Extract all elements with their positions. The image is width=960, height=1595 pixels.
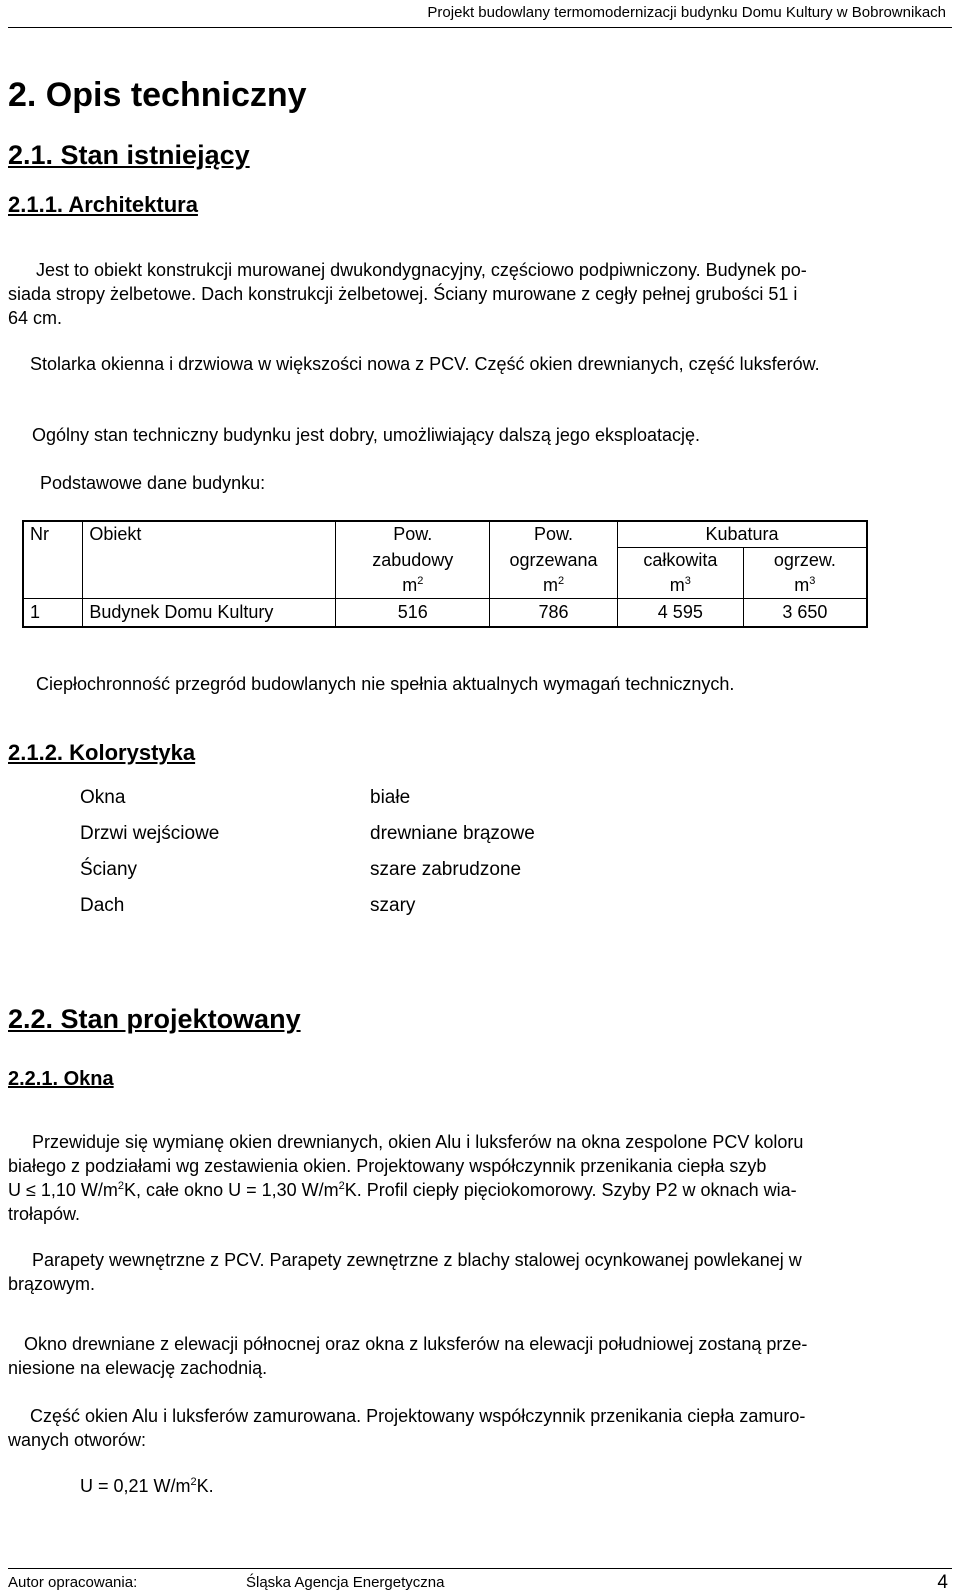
footer-author-label: Autor opracowania: (8, 1574, 138, 1591)
color-element: Drzwi wejściowe (80, 823, 220, 844)
color-element: Ściany (80, 859, 138, 880)
subsection-title-colors: 2.1.2. Kolorystyka (8, 740, 196, 765)
color-row (80, 888, 535, 924)
color-value: drewniane brązowe (370, 823, 535, 844)
subsection-title-windows: 2.2.1. Okna (8, 1068, 114, 1090)
color-value: szary (370, 895, 416, 916)
color-element: Okna (80, 787, 126, 808)
color-row (80, 780, 535, 816)
running-header: Projekt budowlany termomodernizacji budynku Domu Kultury w Bobrownikach (427, 4, 946, 21)
paragraph-line: Okno drewniane z elewacji północnej oraz okna z luksferów na elewacji południowej zostaną prze- (24, 1334, 808, 1354)
header-pow-zabudowy: Pow. (336, 521, 490, 548)
windows-paragraph-1 (8, 1130, 956, 1226)
header-zabudowy: zabudowy (336, 548, 490, 574)
table-header-row (23, 548, 867, 574)
footer-organization: Śląska Agencja Energetyczna (246, 1574, 445, 1591)
paragraph-line: trołapów. (8, 1204, 81, 1224)
paragraph-line: Przewiduje się wymianę okien drewnianych, okien Alu i luksferów na okna zespolone PCV koloru (32, 1132, 804, 1152)
paragraph-line: Parapety wewnętrzne z PCV. Parapety zewnętrzne z blachy stalowej ocynkowanej powlekanej w (32, 1250, 802, 1270)
color-value: szare zabrudzone (370, 859, 522, 880)
paragraph-line: Część okien Alu i luksferów zamurowana. Projektowany współczynnik przenikania ciepła zamuro- (30, 1406, 806, 1426)
table-row (23, 599, 867, 628)
header-ogrzew: ogrzew. (773, 550, 836, 570)
unit-m3: $m^3$ (743, 573, 867, 599)
header-calkowita: całkowita (617, 548, 743, 574)
cell-obiekt: Budynek Domu Kultury (83, 599, 336, 628)
paragraph-line: wanych otworów: (8, 1430, 147, 1450)
unit-m3: $m^3$ (617, 573, 743, 599)
windows-paragraph-2 (8, 1248, 956, 1296)
color-value: białe (370, 787, 411, 808)
windows-paragraph-4 (8, 1404, 956, 1452)
paragraph-line: 64 cm. (8, 308, 63, 328)
header-pow-ogrzewana: Pow. (490, 521, 618, 548)
header-obiekt: Obiekt (83, 521, 336, 548)
cell-pow-zabudowy: 516 (336, 599, 490, 628)
paragraph-line: niesione na elewację zachodnią. (8, 1358, 268, 1378)
header-nr: Nr (23, 521, 83, 548)
paragraph-line: brązowym. (8, 1274, 96, 1294)
subsection-title-designed: 2.2. Stan projektowany (8, 1004, 301, 1034)
paragraph-line: U ≤ 1,10 $W/m^2K$, całe okno U = 1,30 $W/m^2K$. Profil ciepły pięciokomorowy. Szyby P2 w oknach wia- (8, 1180, 797, 1200)
color-row (80, 816, 535, 852)
table-header-row (23, 521, 867, 548)
paragraph-line: Jest to obiekt konstrukcji murowanej dwukondygnacyjny, częściowo podpiwniczony. Budynek po- (36, 260, 807, 280)
windows-paragraph-3 (8, 1332, 956, 1380)
basic-data-label: Podstawowe dane budynku: (40, 473, 266, 493)
color-element: Dach (80, 895, 125, 916)
section-title: 2. Opis techniczny (8, 76, 307, 114)
thermal-note: Ciepłochronność przegród budowlanych nie spełnia aktualnych wymagań technicznych. (36, 674, 735, 694)
cell-kub-calkowita: 4 595 (617, 599, 743, 628)
page-number: 4 (937, 1572, 948, 1593)
paragraph-line: siada stropy żelbetowe. Dach konstrukcji żelbetowej. Ściany murowane z cegły pełnej grubości 51 i (8, 284, 798, 304)
header-kubatura: Kubatura (617, 521, 867, 548)
cell-pow-ogrzewana: 786 (490, 599, 618, 628)
unit-m2: $m^2$ (490, 573, 618, 599)
color-row (80, 852, 535, 888)
subsection-title-architecture: 2.1.1. Architektura (8, 192, 198, 217)
paragraph-line: białego z podziałami wg zestawienia okien. Projektowany współczynnik przenikania ciepła szyb (8, 1156, 767, 1176)
footer-rule (8, 1568, 952, 1569)
u-value-line: U = 0,21 $W/m^2K$. (80, 1476, 214, 1496)
cell-nr: 1 (23, 599, 83, 628)
cell-kub-ogrzew: 3 650 (782, 602, 828, 622)
joinery-paragraph: Stolarka okienna i drzwiowa w większości nowa z PCV. Część okien drewnianych, część luksferów. (30, 354, 820, 374)
architecture-paragraph (8, 258, 956, 330)
unit-m2: $m^2$ (336, 573, 490, 599)
building-data-table (22, 520, 868, 628)
table-unit-row (23, 573, 867, 599)
header-ogrzewana: ogrzewana (490, 548, 618, 574)
condition-paragraph: Ogólny stan techniczny budynku jest dobry, umożliwiający dalszą jego eksploatację. (32, 425, 701, 445)
subsection-title-existing: 2.1. Stan istniejący (8, 140, 250, 170)
color-list (80, 780, 535, 924)
header-rule (8, 27, 952, 28)
